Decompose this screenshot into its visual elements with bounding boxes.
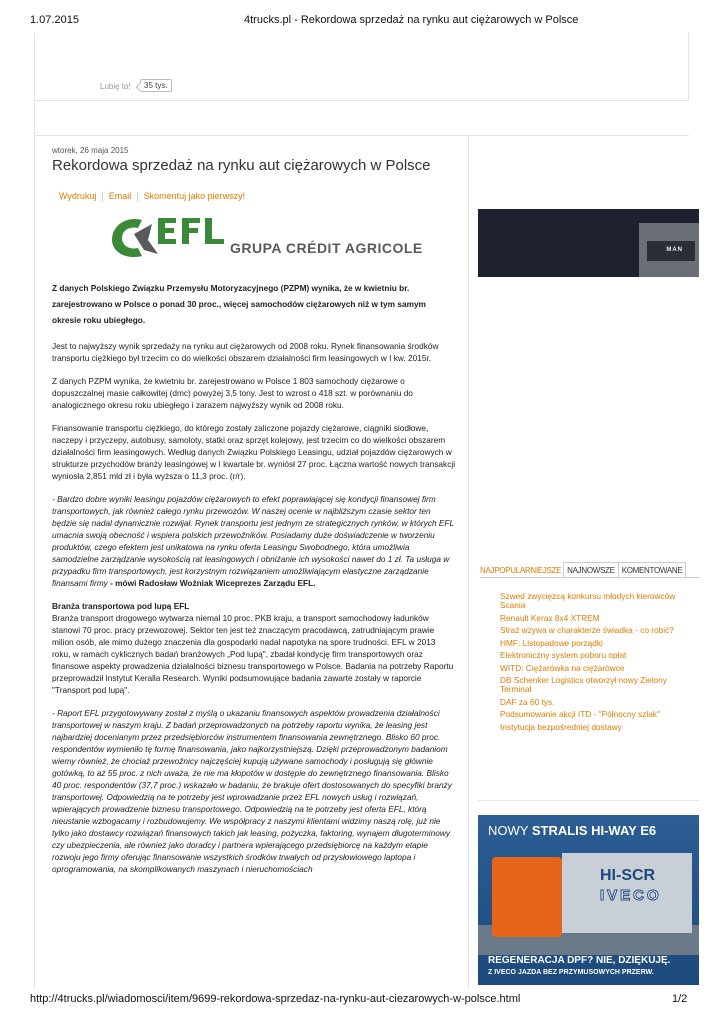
article-paragraph: Branża transport drogowego wytwarza niemal 10 proc. PKB kraju, a transport samochodowy ładunków stanowi 70 proc. pracy przewozowej. Sektor ten jest też znaczącym pracodawcą, zatrudniającym prawie milion osób, ale mimo dużego znaczenia dla gospodarki nadal napotyka na spore trudności. EFL w 2013 roku, w ramach cyklicznych badań branżowych „Pod lupą", zbadał kondycję firm transportowych oraz finansowe aspekty prowadzenia działalności biznesu transportowego w Polsce. Badania na potrzeby Raportu przeprowadził Instytut Keralla Research. Wyniki podsumowujące badania zawarte zostały w raporcie "Transport pod lupą". xyxy=(52,613,454,695)
like-count-bubble: 35 tys. xyxy=(140,79,172,92)
article-paragraph: Finansowanie transportu ciężkiego, do którego zostały zaliczone pojazdy ciężarowe, ciągniki siodłowe, naczepy i przyczepy, autobusy, samoloty, statki oraz sprzęt kolejowy, jest trzecim co do wielkości obszarem działalności firm leasingowych. Według danych Związku Polskiego Leasingu, udział pojazdów ciężarowych w strukturze przychodów branży leasingowej w I kwartale br. wyniósł 27 proc. Łączna wartość nowych transakcji wyniosła 2,851 mld zł i była wyższa o 11,3 proc. (r/r). xyxy=(52,423,456,481)
section-heading: Branża transportowa pod lupą EFL xyxy=(52,601,190,611)
tab-newest[interactable]: NAJNOWSZE xyxy=(563,562,619,578)
article-quote xyxy=(52,493,456,589)
article-title: Rekordowa sprzedaż na rynku aut ciężarowych w Polsce xyxy=(52,157,431,174)
like-label[interactable]: Lubię to! xyxy=(100,82,131,91)
news-item[interactable]: Szwed zwycięzcą konkursu młodych kierowców Scania xyxy=(500,591,676,610)
news-item[interactable]: Podsumowanie akcji ITD - "Północny szlak" xyxy=(500,709,660,719)
news-item[interactable]: Straż wzywa w charakterze świadka - co robić? xyxy=(500,625,674,635)
news-item[interactable]: DAF za 60 tys. xyxy=(500,696,555,707)
article-paragraph: Jest to najwyższy wynik sprzedaży na rynku aut ciężarowych od 2008 roku. Rynek finansowania środków transportu ciężkiego był trzecim co do wielkości obszarem działalności firm leasingowych w I kw. 2015r. xyxy=(52,341,439,363)
quote-author: - mówi Radosław Woźniak Wiceprezes Zarządu EFL. xyxy=(110,578,316,588)
print-date: 1.07.2015 xyxy=(30,14,79,26)
article-actions: Wydrukuj | Email | Skomentuj jako pierwszy! xyxy=(59,191,246,201)
ad-footer-line1: REGENERACJA DPF? NIE, DZIĘKUJĘ. xyxy=(488,955,671,966)
frame-content-line xyxy=(34,135,689,136)
tab-commented[interactable]: KOMENTOWANE xyxy=(618,562,687,578)
ad-headline: NOWY STRALIS HI-WAY E6 xyxy=(488,823,657,838)
article-body xyxy=(52,280,456,886)
print-link[interactable]: Wydrukuj xyxy=(59,191,97,201)
hiscr-badge: HI-SCR xyxy=(600,867,656,884)
news-item[interactable]: HMF: Listopadowe porządki xyxy=(500,637,603,648)
article-quote: - Raport EFL przygotowywany został z myślą o ukazaniu finansowych aspektów prowadzenia działalności transportowej w naszym kraju. Z badań przeprowadzonych na potrzeby raportu wynika, że leasing jest najbardziej docenianym przez przedsiębiorców instrumentem finansowania zewnętrznego. Blisko 60 proc. respondentów wymieniło tę formę finansowania, jako najkorzystniejszą. Dzięki przeprowadzonym badaniom wiemy również, że chociaż przewoźnicy najczęściej kupują używane samochody i posługują się głównie gotówką, to aż 55 proc. z nich uważa, że nie ma kłopotów w dostępie do zewnętrznego finansowania. Blisko 40 proc. respondentów (37,7 proc.) wskazało w badaniu, że brakuje ofert dostosowanych do specyfiki branży transportowej. Odpowiedzią na te potrzeby jest wprowadzanie przez EFL nowych usług i rozwiązań, wpierających prowadzenie biznesu transportowego. Odpowiedzią na te potrzeby jest oferta EFL, którą nieustanie wzbogacamy i rozbudowujemy. We współpracy z naszymi klientami widzimy naszą rolę, już nie tylko jako dostawcy rozwiązań finansowych takich jak leasing, pożyczka, faktoring, wynajem długoterminowy czy ubezpieczenia, ale również jako doradcy i partnera wpierającego przedsiębiorcę na każdym etapie rozwoju jego firmy oferując finansowanie wszystkich środków trwałych od przysłowiowego laptopa i oprogramowania, na skomplikowanych maszynach i nieruchomościach xyxy=(52,708,452,874)
frame-sidebar-line xyxy=(468,136,469,988)
tab-popular[interactable]: NAJPOPULARNIEJSZE xyxy=(480,566,562,575)
email-link[interactable]: Email xyxy=(108,191,132,201)
man-badge: MAN xyxy=(666,247,683,253)
news-item[interactable]: WITD: Ciężarówka na ciężarówce xyxy=(500,662,625,673)
frame-right-line xyxy=(688,33,689,101)
truck-cab-image xyxy=(492,857,562,937)
comment-link[interactable]: Skomentuj jako pierwszy! xyxy=(143,191,246,201)
article-paragraph: Z danych PZPM wynika, że kwietniu br. zarejestrowano w Polsce 1 803 samochody ciężarowe o dopuszczalnej masie całkowitej (dmc) powyżej 3,5 tony. Jest to wzrost o 418 szt. w porównaniu do analogicznego okresu roku ubiegłego i zarazem najwyższy wynik od 2008 roku. xyxy=(52,376,413,410)
quote-text: - Bardzo dobre wyniki leasingu pojazdów ciężarowych to efekt poprawiającej się kondycji finansowej firm transportowych, jak również całego rynku przewozów. W naszej ocenie w najbliższym czasie sektor ten będzie się nadal dynamicznie rozwijał. Rynek transportu jest jednym ze strategicznych rynków, w których EFL umacnia swoją obecność i wspiera polskich przewoźników. Posiadamy duże doświadczenie w tworzeniu produktów, czego efektem jest unikatowa na rynku oferta Leasingu Swobodnego, która umożliwia samodzielne zarządzanie wysokością rat leasingowych i obniżanie ich wysokości nawet do 1 zł. Ta usługa w przypadku firm transportowych, jest korzystnym rozwiązaniem umożliwiającym elastyczne zarządzanie finansami firmy xyxy=(52,494,454,588)
news-list xyxy=(500,592,690,735)
print-url: http://4trucks.pl/wiadomosci/item/9699-rekordowa-sprzedaz-na-rynku-aut-ciezarowych-w-polsce.html xyxy=(30,993,521,1005)
article-date: wtorek, 26 maja 2015 xyxy=(52,146,129,155)
news-item[interactable]: Instytucja bezpośredniej dostawy xyxy=(500,721,622,732)
news-item[interactable]: Renault Kerax 8x4 XTREM xyxy=(500,612,600,623)
ad-footer-line2: Z IVECO JAZDA BEZ PRZYMUSOWYCH PRZERW. xyxy=(488,969,654,976)
efl-logo xyxy=(108,210,423,260)
frame-left-line xyxy=(34,33,35,988)
article-lead: Z danych Polskiego Związku Przemysłu Motoryzacyjnego (PZPM) wynika, że w kwietniu br. zarejestrowano w Polsce o ponad 30 proc., więcej samochodów ciężarowych niż w tym samym okresie roku ubiegłego. xyxy=(52,283,426,325)
ad-banner-iveco[interactable] xyxy=(478,815,699,985)
frame-header-line xyxy=(34,100,689,101)
sidebar-tabs xyxy=(480,562,685,578)
news-item[interactable]: DB Schenker Logistics otworzył nowy Zielony Terminal xyxy=(500,675,667,694)
news-divider xyxy=(478,800,699,801)
iveco-badge: IVECO xyxy=(600,887,662,904)
news-item[interactable]: Elektroniczny system poboru opłat xyxy=(500,650,627,660)
print-page-number: 1/2 xyxy=(672,993,688,1005)
tabs-divider xyxy=(480,577,700,578)
print-title: 4trucks.pl - Rekordowa sprzedaż na rynku aut ciężarowych w Polsce xyxy=(244,14,579,26)
ad-banner-man[interactable] xyxy=(478,209,699,277)
efl-logo-subtitle: GRUPA CRÉDIT AGRICOLE xyxy=(230,240,423,256)
